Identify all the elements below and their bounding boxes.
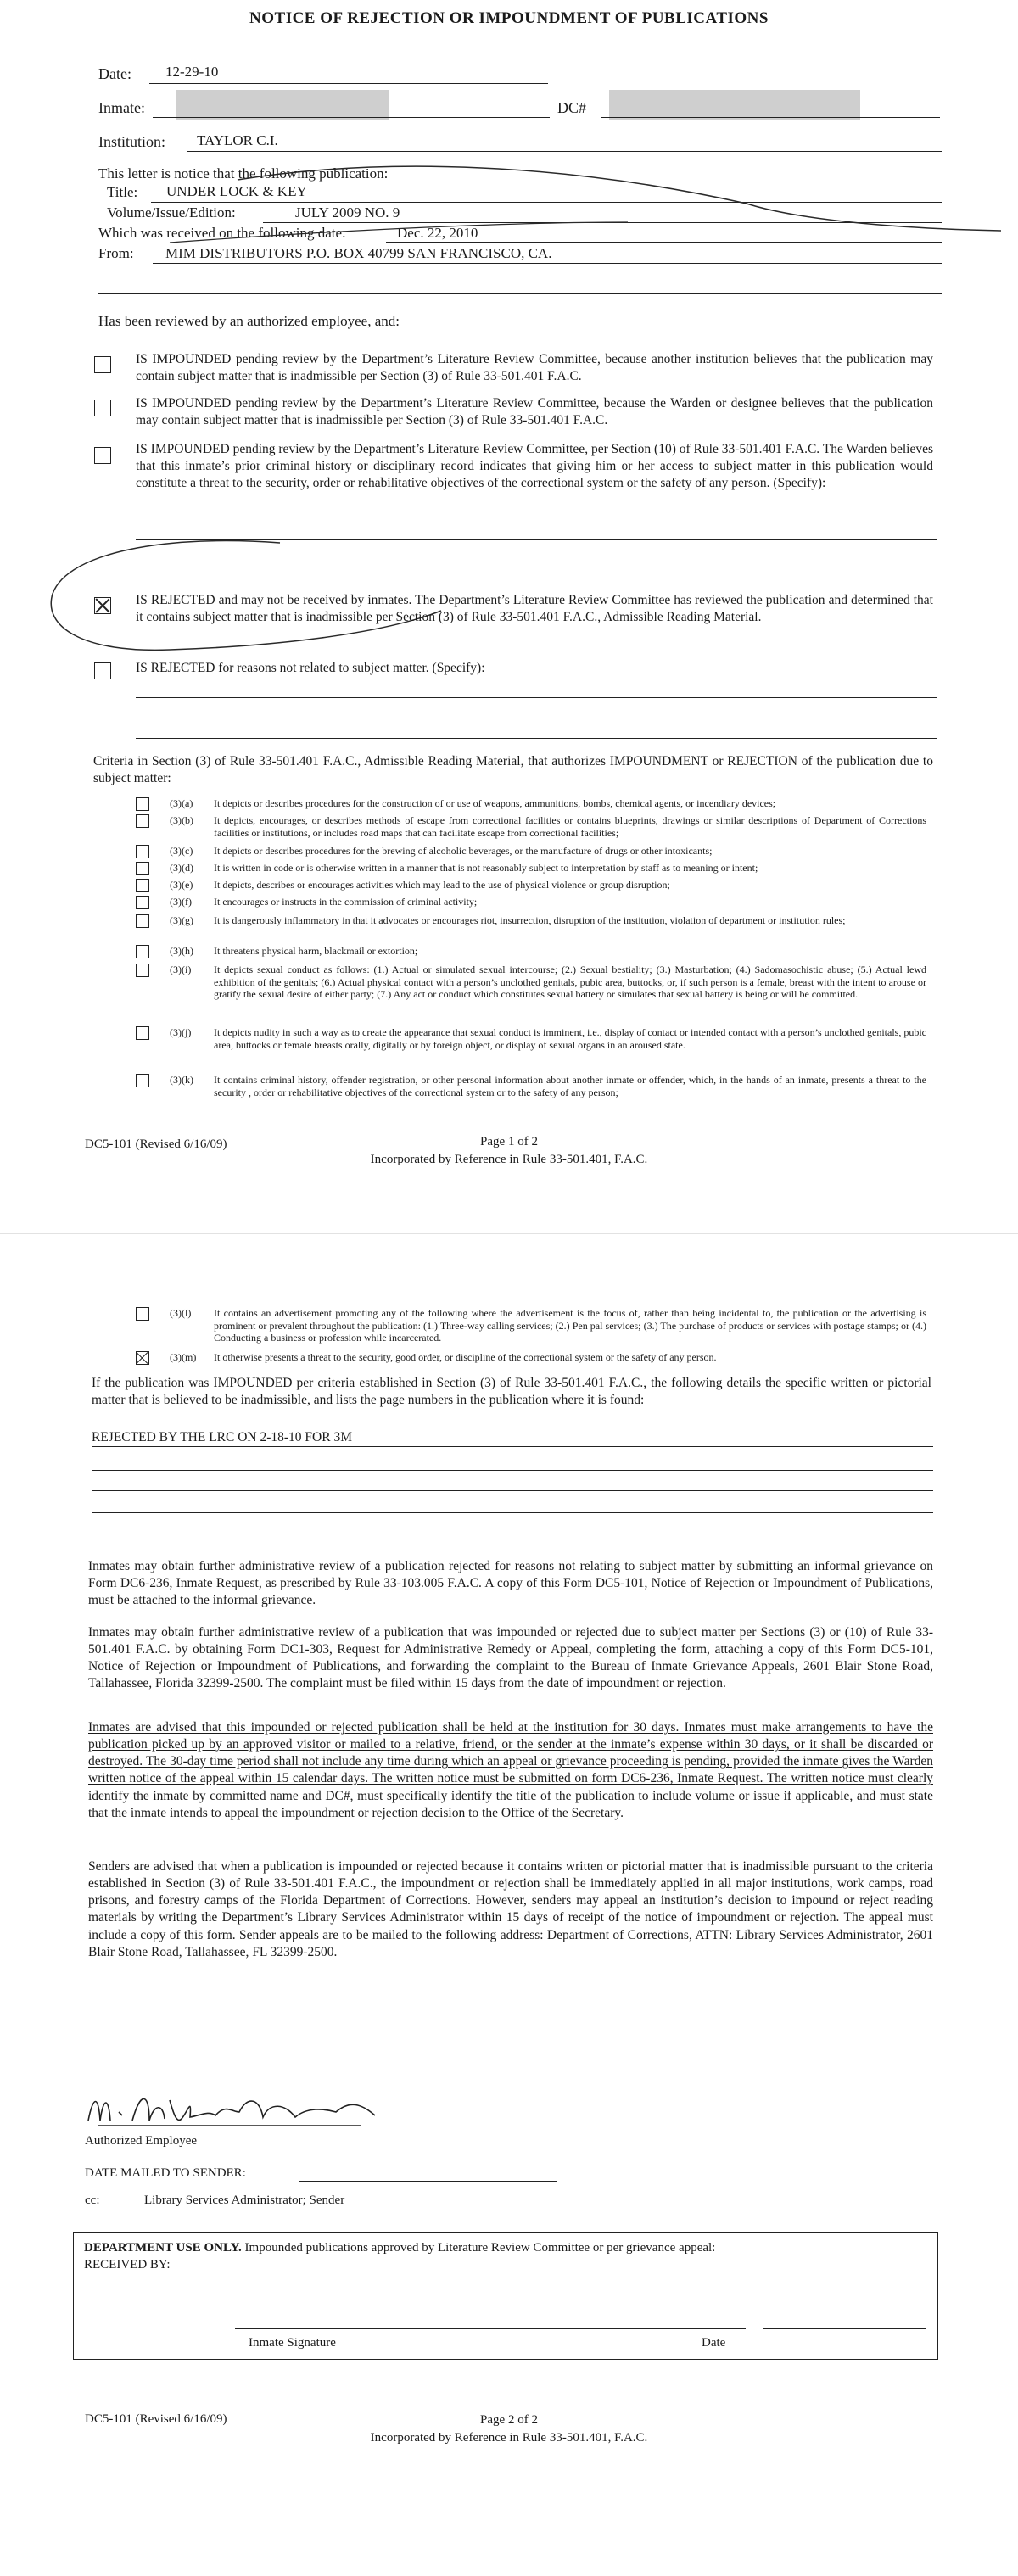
criteria-3c-text: It depicts or describes procedures for the brewing of alcoholic beverages, or the manufacture of drugs or other intoxicants;	[214, 845, 713, 857]
criteria-3e-checkbox[interactable]	[136, 879, 149, 892]
option-rejected-text: IS REJECTED and may not be received by inmates. The Department’s Literature Review Committee has reviewed the publication and determined that it contains subject matter that is inadmissible per Section (3) of Rule 33-501.401 F.A.C., Admissible Reading Material.	[136, 593, 933, 625]
criteria-3b-code: (3)(b)	[170, 814, 193, 826]
criteria-3k-code: (3)(k)	[170, 1074, 193, 1086]
letter-intro: This letter is notice that the following publication:	[98, 165, 389, 182]
received-label: Which was received on the following date:	[98, 225, 346, 241]
criteria-3h-checkbox[interactable]	[136, 945, 149, 958]
received-value: Dec. 22, 2010	[397, 225, 478, 241]
criteria-3m-code: (3)(m)	[170, 1351, 197, 1363]
date-label: Date:	[98, 65, 131, 82]
review-paragraph-1: Inmates may obtain further administrative review of a publication rejected for reasons not relating to subject matter by submitting an informal grievance on Form DC6-236, Inmate Request, as prescribed by Rule 33-103.005 F.A.C. A copy of this Form DC5-101, Notice of Rejection or Impoundment of Publications, must be attached to the informal grievance.	[88, 1559, 933, 1608]
details-line-2	[92, 1470, 933, 1471]
option-rejected-other-checkbox[interactable]	[94, 662, 111, 679]
criteria-3m-text: It otherwise presents a threat to the security, good order, or discipline of the correctional system or the safety of any person.	[214, 1351, 717, 1363]
dc-number-label: DC#	[557, 99, 587, 116]
date-signature-line	[763, 2328, 926, 2329]
option-rejected-checkbox[interactable]	[94, 597, 111, 614]
incorporated-note-1: Incorporated by Reference in Rule 33-501.401, F.A.C.	[370, 1153, 648, 1166]
authorized-employee-label: Authorized Employee	[85, 2134, 198, 2148]
dept-use-description: Impounded publications approved by Literature Review Committee or per grievance appeal:	[244, 2241, 716, 2255]
criteria-3h-code: (3)(h)	[170, 945, 193, 957]
inmate-label: Inmate:	[98, 99, 145, 116]
option-impound-section10-checkbox[interactable]	[94, 447, 111, 464]
page-two	[0, 1234, 1018, 2576]
criteria-3b-text: It depicts, encourages, or describes methods of escape from correctional facilities or contains blueprints, drawings or similar descriptions of Department of Corrections facilities or institutions, or includes road maps that can facilitate escape from correctional facilities;	[214, 814, 926, 839]
criteria-3a-checkbox[interactable]	[136, 797, 149, 811]
senders-advised-paragraph: Senders are advised that when a publication is impounded or rejected because it contains written or pictorial matter that is inadmissible pursuant to the criteria established in Section (3) of Rule 33-501.401 F.A.C., the impoundment or rejection shall be immediately applied in all major institutions, work camps, road prisons, and forestry camps of the Florida Department of Corrections. However, senders may appeal an institution’s decision to impound or reject reading materials by writing the Department’s Library Services Administrator within 15 days of receipt of the notice of impoundment or rejection. The appeal must include a copy of this form. Sender appeals are to be mailed to the following address: Department of Corrections, ATTN: Library Services Administrator, 2601 Blair Stone Road, Tallahassee, FL 32399-2500.	[88, 1859, 933, 1959]
authorized-employee-signature	[81, 2087, 438, 2137]
criteria-3d-code: (3)(d)	[170, 862, 193, 874]
page-number-2: Page 2 of 2	[480, 2413, 538, 2427]
institution-value: TAYLOR C.I.	[197, 132, 278, 148]
publication-title-value: UNDER LOCK & KEY	[166, 183, 307, 199]
criteria-3a-text: It depicts or describes procedures for the construction of or use of weapons, ammunitions, bombs, chemical agents, or incendiary devices;	[214, 797, 776, 809]
page-number-1: Page 1 of 2	[480, 1135, 538, 1148]
publication-title-label: Title:	[107, 184, 138, 200]
criteria-3h-text: It threatens physical harm, blackmail or extortion;	[214, 945, 418, 957]
criteria-3i-text: It depicts sexual conduct as follows: (1.) Actual or simulated sexual intercourse; (2.) Sexual bestiality; (3.) Masturbation; (4.) Sadomasochistic abuse; (5.) Actual lewd exhibition of the genitals; (6.) Actual physical contact with a person’s unclothed genitals, pubic area, buttocks, or, if such person is a female, breast with the intent to arouse or gratify the sexual desire of either party; (7.) Any act or conduct which constitutes sexual battery or simulates that sexual battery is being or will be committed.	[214, 964, 926, 1001]
criteria-3f-text: It encourages or instructs in the commission of criminal activity;	[214, 896, 478, 908]
criteria-3d-checkbox[interactable]	[136, 862, 149, 875]
from-value: MIM DISTRIBUTORS P.O. BOX 40799 SAN FRANCISCO, CA.	[165, 245, 552, 261]
dept-use-bold-label: DEPARTMENT USE ONLY.	[84, 2241, 242, 2255]
criteria-3m-checkbox[interactable]	[136, 1351, 149, 1365]
page-one	[0, 0, 1018, 1234]
criteria-3l-text: It contains an advertisement promoting any of the following where the advertisement is the focus of, rather than being incidental to, the publication or the advertising is prominent or prevalent throughout the publication: (1.) Three-way calling services; (2.) Pen pal services; (3.) The purchase of products or services with postage stamps; or (4.) Conducting a business or profession while incarcerated.	[214, 1307, 926, 1344]
option-impound-other-institution-checkbox[interactable]	[94, 356, 111, 373]
details-line-3	[92, 1490, 933, 1491]
criteria-3b-checkbox[interactable]	[136, 814, 149, 828]
page1-footer	[255, 1133, 764, 1169]
date-signature-label: Date	[702, 2336, 726, 2350]
option-rejected-other-text: IS REJECTED for reasons not related to subject matter. (Specify):	[136, 661, 485, 675]
rejected-note: REJECTED BY THE LRC ON 2-18-10 FOR 3M	[92, 1430, 352, 1444]
option-impound-section10-text: IS IMPOUNDED pending review by the Department’s Literature Review Committee, per Section (10) of Rule 33-501.401 F.A.C. The Warden believes that this inmate’s prior criminal history or disciplinary record indicates that giving him or her access to subject matter in this publication would constitute a threat to the security, order or rehabilitative objectives of the correctional system or the safety of any person. (Specify):	[136, 442, 933, 491]
option-impound-warden-checkbox[interactable]	[94, 400, 111, 416]
criteria-3l-checkbox[interactable]	[136, 1307, 149, 1321]
criteria-3a-code: (3)(a)	[170, 797, 193, 809]
criteria-3j-code: (3)(j)	[170, 1026, 192, 1038]
inmate-signature-label: Inmate Signature	[249, 2336, 336, 2350]
from-label: From:	[98, 245, 134, 261]
criteria-3j-text: It depicts nudity in such a way as to create the appearance that sexual conduct is imminent, i.e., display of contact or intended contact with a person’s unclothed genitals, pubic area, buttocks or female breasts orally, digitally or by foreign object, or display of sexual organs in an aroused state.	[214, 1026, 926, 1051]
page2-footer	[255, 2411, 764, 2447]
cc-value: Library Services Administrator; Sender	[144, 2193, 345, 2207]
received-by-label: RECEIVED BY:	[84, 2258, 171, 2271]
criteria-3g-text: It is dangerously inflammatory in that it advocates or encourages riot, insurrection, disruption of the institution, violation of department or institution rules;	[214, 914, 846, 926]
criteria-3k-checkbox[interactable]	[136, 1074, 149, 1087]
specify-line-3	[136, 697, 937, 698]
date-mailed-underline	[299, 2181, 557, 2182]
volume-value: JULY 2009 NO. 9	[295, 204, 400, 221]
reviewed-text: Has been reviewed by an authorized employee, and:	[98, 313, 400, 329]
criteria-3f-code: (3)(f)	[170, 896, 192, 908]
impounded-details-text: If the publication was IMPOUNDED per criteria established in Section (3) of Rule 33-501.401 F.A.C., the following details the specific written or pictorial matter that is believed to be inadmissible, and lists the page numbers in the publication where it is found:	[92, 1376, 931, 1408]
dept-use-header	[84, 2240, 924, 2257]
form-id-page1: DC5-101 (Revised 6/16/09)	[85, 1137, 227, 1151]
criteria-3k-text: It contains criminal history, offender registration, or other personal information about another inmate or offender, which, in the hands of an inmate, presents a threat to the security , order or rehabilitative objectives of the correctional system or to the safety of any person;	[214, 1074, 926, 1098]
inmates-advised-paragraph: Inmates are advised that this impounded or rejected publication shall be held at the institution for 30 days. Inmates must make arrangements to have the publication picked up by an approved visitor or mailed to a relative, friend, or the sender at the inmate’s expense within 30 days, or it shall be discarded or destroyed. The 30-day time period shall not include any time during which an appeal or grievance proceeding is pending, provided the inmate gives the Warden written notice of the appeal within 15 calendar days. The written notice must be submitted on form DC6-236, Inmate Request. The written notice must clearly identify the inmate by committed name and DC#, must specifically identify the title of the publication to include volume or issue if applicable, and must state that the inmate intends to appeal the impoundment or rejection decision to the Office of the Secretary.	[88, 1720, 933, 1820]
form-title: NOTICE OF REJECTION OR IMPOUNDMENT OF PUBLICATIONS	[249, 9, 769, 27]
department-use-box	[73, 2232, 938, 2360]
criteria-3e-text: It depicts, describes or encourages activities which may lead to the use of physical violence or group disruption;	[214, 879, 670, 891]
criteria-3e-code: (3)(e)	[170, 879, 193, 891]
criteria-3i-checkbox[interactable]	[136, 964, 149, 977]
criteria-3j-checkbox[interactable]	[136, 1026, 149, 1040]
option-impound-other-institution-text: IS IMPOUNDED pending review by the Department’s Literature Review Committee, because another institution believes that the publication may contain subject matter that is inadmissible per Section (3) of Rule 33-501.401 F.A.C.	[136, 352, 933, 384]
details-line-4	[92, 1512, 933, 1513]
incorporated-note-2: Incorporated by Reference in Rule 33-501.401, F.A.C.	[370, 2431, 648, 2445]
criteria-3g-code: (3)(g)	[170, 914, 193, 926]
criteria-3d-text: It is written in code or is otherwise written in a manner that is not reasonably subject to interpretation by staff as to meaning or intent;	[214, 862, 758, 874]
volume-label: Volume/Issue/Edition:	[107, 204, 236, 221]
criteria-intro: Criteria in Section (3) of Rule 33-501.401 F.A.C., Admissible Reading Material, that authorizes IMPOUNDMENT or REJECTION of the publication due to subject matter:	[93, 754, 933, 786]
institution-label: Institution:	[98, 133, 166, 150]
criteria-3f-checkbox[interactable]	[136, 896, 149, 909]
criteria-3l-code: (3)(l)	[170, 1307, 192, 1319]
criteria-3g-checkbox[interactable]	[136, 914, 149, 928]
criteria-3c-code: (3)(c)	[170, 845, 193, 857]
inmate-signature-line	[235, 2328, 746, 2329]
option-impound-warden-text: IS IMPOUNDED pending review by the Department’s Literature Review Committee, because the Warden or designee believes that the publication may contain subject matter that is inadmissible per Section (3) of Rule 33-501.401 F.A.C.	[136, 396, 933, 428]
review-paragraph-2: Inmates may obtain further administrative review of a publication that was impounded or rejected due to subject matter per Sections (3) or (10) of Rule 33-501.401 F.A.C. by obtaining Form DC1-303, Request for Administrative Remedy or Appeal, completing the form, attaching a copy of this Form DC5-101, Notice of Rejection or Impoundment of Publications, and forwarding the complaint to the Bureau of Inmate Grievance Appeals, 2601 Blair Stone Road, Tallahassee, Florida 32399-2500. The complaint must be filed within 15 days from the date of impoundment or rejection.	[88, 1625, 933, 1691]
specify-line-5	[136, 738, 937, 739]
details-line-1	[92, 1446, 933, 1447]
cc-label: cc:	[85, 2193, 100, 2207]
criteria-3i-code: (3)(i)	[170, 964, 192, 975]
date-mailed-label: DATE MAILED TO SENDER:	[85, 2166, 246, 2180]
date-value: 12-29-10	[165, 64, 219, 80]
criteria-3c-checkbox[interactable]	[136, 845, 149, 858]
form-id-page2: DC5-101 (Revised 6/16/09)	[85, 2412, 227, 2426]
specify-line-1	[136, 539, 937, 540]
